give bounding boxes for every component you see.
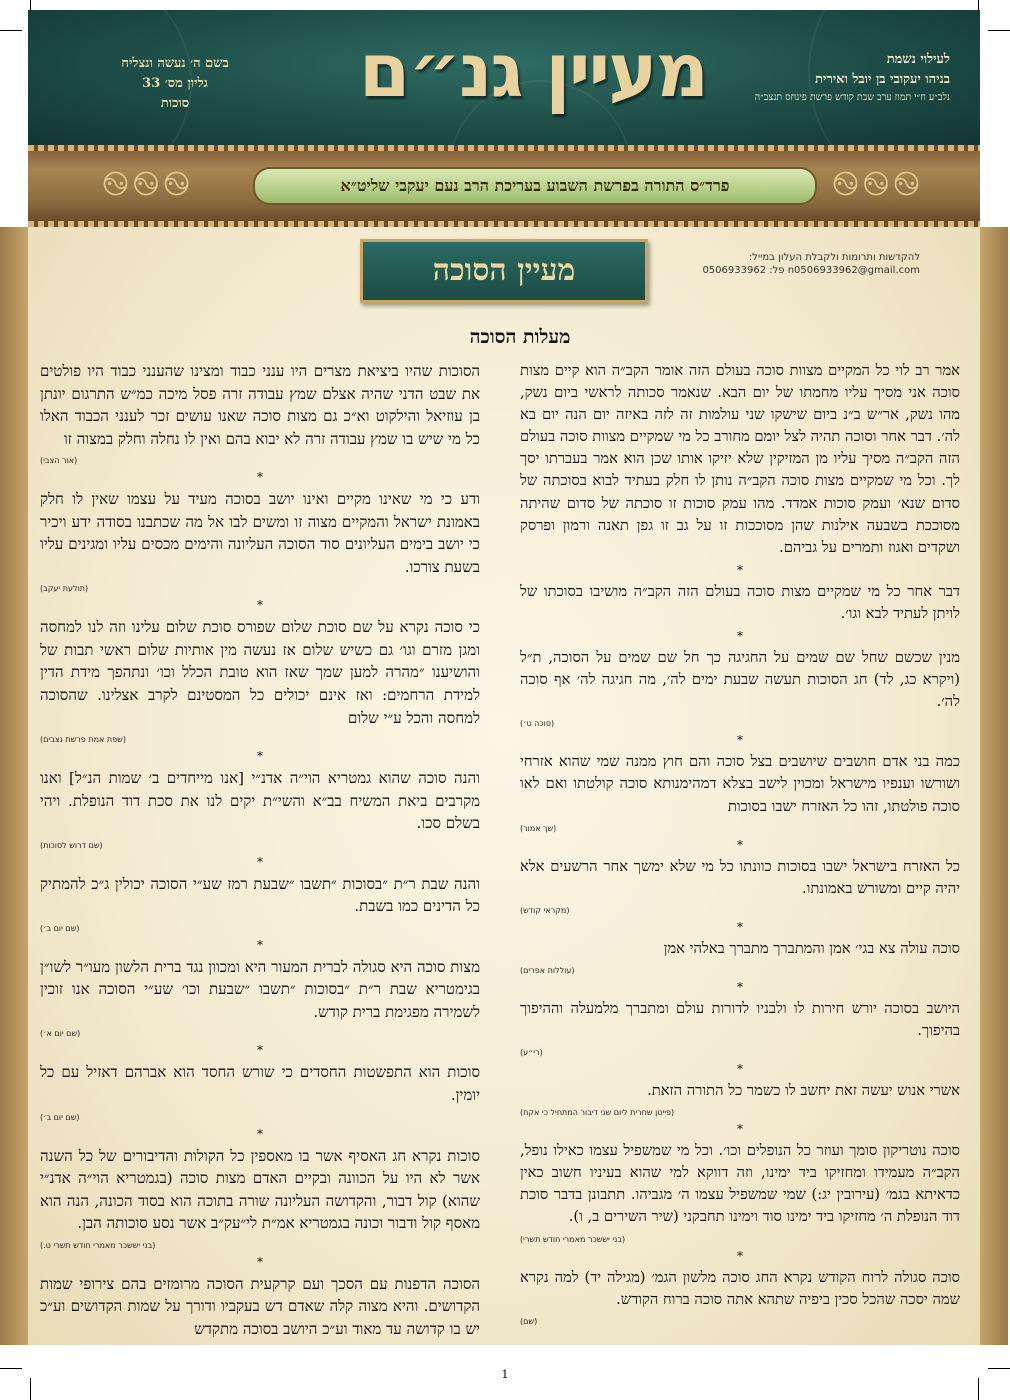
separator-asterisk: *: [257, 470, 263, 485]
source-citation: (רי״ע): [520, 1048, 543, 1058]
right-text-column: [520, 360, 960, 1327]
left-border: [0, 227, 28, 1345]
paragraph: סוכות הוא התפשטות החסדים כי שורש החסד הוא אברהם דאזיל עם כל יומין.: [40, 1063, 480, 1105]
separator-asterisk: *: [737, 1248, 743, 1263]
paragraph: והנה שבת ר״ת ״בסוכות ״תשבו ״שבעת רמז שע״י הסוכה יכולין ג״כ להמתיק כל הדינים כמו בשבת.: [40, 874, 480, 916]
section-heading: מעיין הסוכה: [360, 239, 648, 303]
paragraph: אמר רב לוי כל המקיים מצוות סוכה בעולם הזה אומר הקב״ה הוא קיים מצות סוכה אני מסיך עליו מחמתו של יום הבא. שנאמר סכותה לראשי ביום נשק, מהו נשק, אר״ש ב״נ ביום שישקו שני עולמות זה לזה באיזה יום הנה יום בא לה׳. דבר אחר וסוכה תהיה לצל יומם מחורב כל מי שמקיים מצוות סוכה בעולם הזה הקב״ה מסיך עליו מן המזיקין שלא יזיקו אותו שכן הוא אמר בעברתו יסך לך. וכל מי שמקיים מצות סוכה הקב״ה נותן לו חלק בעתיד לבוא בסוכתה של סדום שנא׳ ועמק סוכות אמדד. מהו עמק סוכות זו סוכתה של סדום שהיתה מסוככת בשבעה אילנות שהן מסוככות זו על גב זו גפן תאנה ורמון ופרסק ושקדים ואגוז ותמרים על גביהם.: [520, 362, 960, 556]
paragraph: ודע כי מי שאינו מקיים ואינו יושב בסוכה מעיד על עצמו שאין לו חלק באמונת ישראל והמקיים מצוה זו ומשים לבו אל מה שכתבנו בסודה ידע ויכיר כי יושב בימים העליונים סוד הסוכה העליונה והימים מכסים עליו ומגינים עליו בשעת צורכו.: [40, 490, 480, 576]
paragraph: והנה סוכה שהוא גמטריא הוי״ה אדנ״י [אנו מייחדים ב׳ שמות הנ״ל] ואנו מקרבים ביאת המשיח בב״א והשי״ת יקים לנו את סכת דוד הנופלת. ויהי בשלם סכו.: [40, 769, 480, 833]
masthead-title: מעיין גנ״ם: [358, 28, 708, 114]
paragraph: הסוכות שהיו ביציאת מצרים היו ענני כבוד ומצינו שהענני כבוד היו פולטים את שבט הדני שהיה אצלם שמץ עבודה זרה פסל מיכה כמ״ש התרגום יונתן בן עוזיאל והילקוט וא״כ גם מצות סוכה שאנו עושים זכר לענני הכבוד האלו כל מי שיש בו שמץ עבודה זרה לא יבוא בהם ואין לו נחלה וחלק במצוה זו: [40, 362, 480, 448]
memorial-line-3: נלב״ע ח״י תמוז ערב שבת קודש פרשת פינחס תנצב״ה: [754, 92, 950, 103]
separator-asterisk: *: [737, 837, 743, 852]
source-citation: (שם יום ב׳): [40, 923, 80, 933]
memorial-line-2: בניהו יעקובי בן יובל ואירית: [815, 72, 950, 87]
crop-mark: [30, 1378, 31, 1400]
source-citation: (שם): [520, 1316, 538, 1326]
memorial-dedication: [680, 50, 950, 106]
contact-info: [690, 251, 920, 277]
masthead-header: [28, 10, 980, 145]
separator-asterisk: *: [737, 919, 743, 934]
paragraph: סוכה עולה צא בגי׳ אמן והמתברך מתברך באלהי אמן: [663, 939, 960, 957]
separator-asterisk: *: [257, 1043, 263, 1058]
scroll-ornament-icon: ࿊࿊࿊: [832, 164, 924, 204]
issue-number: גליון מס׳ 33: [142, 76, 208, 91]
paragraph: היושב בסוכה יורש חירות לו ולבניו לדורות עולם ומתברך מלמעלה וההיפוך בהיפוך.: [520, 999, 960, 1039]
memorial-line-1: לעילוי נשמת: [886, 52, 950, 67]
paragraph: כמה בני אדם חושבים שיושבים בצל סוכה והם חוץ ממנה שמי שהוא אזרחי ושורשו וענפיו מישראל ומכוין לישב בצלא דמהימנותא סוכה קולטתו ואם לאו סוכה פולטתו, זהו כל האזרח ישבו בסוכות: [520, 753, 960, 815]
paragraph: כי סוכה נקרא על שם סוכת שלום שפורס סוכת שלום עלינו וזה לנו למחסה ומגן מזרם וגו׳ גם כשיש שלום אז נעשה מין אותיות שלום ראשי תבות של והושיענו ״מהרה למען שמך שאז הוא טובת הכלל וכו׳ ונתהפך מידת הדין למידת הרחמים: ואז אינם יכולים כל המסטינם לקרב אצלינו. שהסוכה למחסה והכל ע״י שלום: [40, 618, 480, 727]
source-citation: (עוללות אפרים): [520, 965, 575, 975]
source-citation: (בני יששכר מאמרי חודש תשרי): [520, 1234, 626, 1244]
separator-asterisk: *: [257, 1254, 263, 1269]
source-citation: (בני יששכר מאמרי חודש תשרי ט.): [40, 1240, 156, 1250]
source-citation: (שם דרוש לסוכות): [40, 840, 103, 850]
crop-mark: [978, 1378, 979, 1400]
separator-asterisk: *: [257, 937, 263, 952]
source-citation: (פייטן שחרית ליום שני דיבור המתחיל כי אקח): [520, 1108, 675, 1118]
issue-blessing: בשם ה׳ נעשה ונצליח: [121, 56, 229, 71]
separator-asterisk: *: [737, 1062, 743, 1077]
paragraph: סוכה נוטריקון סומך ועוזר כל הנופלים וכו׳. וכל מי שמשפיל עצמו כאילו נופל, הקב״ה מעמידו ומחזיקו ביד ימינו, וזה דווקא למי שהוא בעיניו חשוב כאין כדאיתא בגמ׳ (עירובין יג:) שמי שמשפיל עצמו ה׳ מגביהו. תתבונן בדבר סוכת דוד הנופלת ה׳ מחזיקו ביד ימינו סוד וימינו תחבקני (שיר השירים ב, ו).: [520, 1142, 960, 1226]
separator-asterisk: *: [257, 854, 263, 869]
source-citation: (שפת אמת פרשת נצבים): [40, 735, 126, 745]
ornamental-band: [28, 145, 980, 227]
separator-asterisk: *: [737, 733, 743, 748]
source-citation: (תולעת יעקב): [40, 584, 89, 594]
issue-info: [80, 54, 270, 114]
source-citation: (שך אמור): [520, 823, 557, 833]
source-citation: (סוכה ט׳): [520, 719, 555, 729]
paragraph: אשרי אנוש יעשה זאת יחשב לו כשמר כל התורה הזאת.: [647, 1082, 960, 1100]
separator-asterisk: *: [257, 1126, 263, 1141]
right-border: [980, 227, 1008, 1345]
page-number: 1: [501, 1368, 509, 1381]
separator-asterisk: *: [737, 629, 743, 644]
contact-line-1: להקדשות ותרומות ולקבלת העלון במייל:: [748, 252, 920, 263]
article-title: מעלות הסוכה: [469, 326, 571, 348]
paragraph: הסוכה הדפנות עם הסכך ועם קרקעית הסוכה מרומזים בהם צירופי שמות הקדושים. והיא מצוה קלה שאדם דש בעקביו ודורך על שמות הקדושים וע״כ יש בו קדושה עד מאוד וע״כ היושב בסוכה מתקדש: [40, 1274, 480, 1338]
crop-mark: [988, 30, 1010, 31]
paragraph: כל האזרח בישראל ישבו בסוכות כוונתו כל מי שלא ימשך אחר הרשעים אלא יהיה קיים ומשורש באמונתו.: [520, 857, 960, 897]
subtitle-banner: פרד״ס התורה בפרשת השבוע בעריכת הרב נעם יעקבי שליט״א: [253, 167, 817, 205]
source-citation: (אור הצבי): [40, 456, 78, 466]
paragraph: דבר אחר כל מי שמקיים מצות סוכה בעולם הזה הקב״ה מושיבו בסוכתו של לויתן לעתיד לבא וגו׳.: [520, 582, 960, 622]
contact-email-phone[interactable]: n0506933962@gmail.com פל: 0506933962: [702, 265, 920, 276]
separator-asterisk: *: [257, 749, 263, 764]
left-text-column: [40, 360, 480, 1340]
paragraph: מצות סוכה היא סגולה לברית המעור היא ומכוון נגד ברית הלשון מעו״ר לשו״ן בגימטריא שבת ר״ת ״בסוכות ״תשבו ״שבעת וכו׳ שע״י הסוכה אנו זוכין לשמירה מפגימת ברית קודש.: [40, 957, 480, 1021]
source-citation: (מקראי קודש): [520, 905, 570, 915]
source-citation: (שם יום א׳): [40, 1029, 81, 1039]
separator-asterisk: *: [737, 562, 743, 577]
paragraph: מנין שכשם שחל שם שמים על החגיגה כך חל שם שמים על הסוכה, ת״ל (ויקרא כג, לד) חג הסוכות תעשה שבעת ימים לה׳, מה חגיגה לה׳ אף סוכה לה׳.: [520, 649, 960, 711]
issue-parsha: סוכות: [160, 96, 190, 111]
paragraph: סוכות נקרא חג האסיף אשר בו מאספין כל הקולות והדיבורים של כל השנה אשר לא היו על הכוונה ובקיים האדם מצות סוכה (בגמטריא הוי״ה אדנ״י שהוא) קול דבור, והקדושה העליונה שורה בתוכה הוא בסוד הכונה, הנה הוא מאסף קול ודבור וכונה בגמטריא אמ״ת לי״עק״ב אשר נסע סוכותה הבן.: [40, 1146, 480, 1233]
separator-asterisk: *: [737, 979, 743, 994]
separator-asterisk: *: [737, 1122, 743, 1137]
crop-mark: [0, 30, 22, 31]
separator-asterisk: *: [257, 598, 263, 613]
scroll-ornament-icon: ࿊࿊࿊: [102, 164, 194, 204]
source-citation: (שם יום ב׳): [40, 1112, 80, 1122]
paragraph: סוכה סגולה לרוח הקודש נקרא החג סוכה מלשון הגמ׳ (מגילה יד) למה נקרא שמה יסכה שהכל סכין ביפיה שתהא אתה סוכה ברוח הקודש.: [520, 1268, 960, 1308]
